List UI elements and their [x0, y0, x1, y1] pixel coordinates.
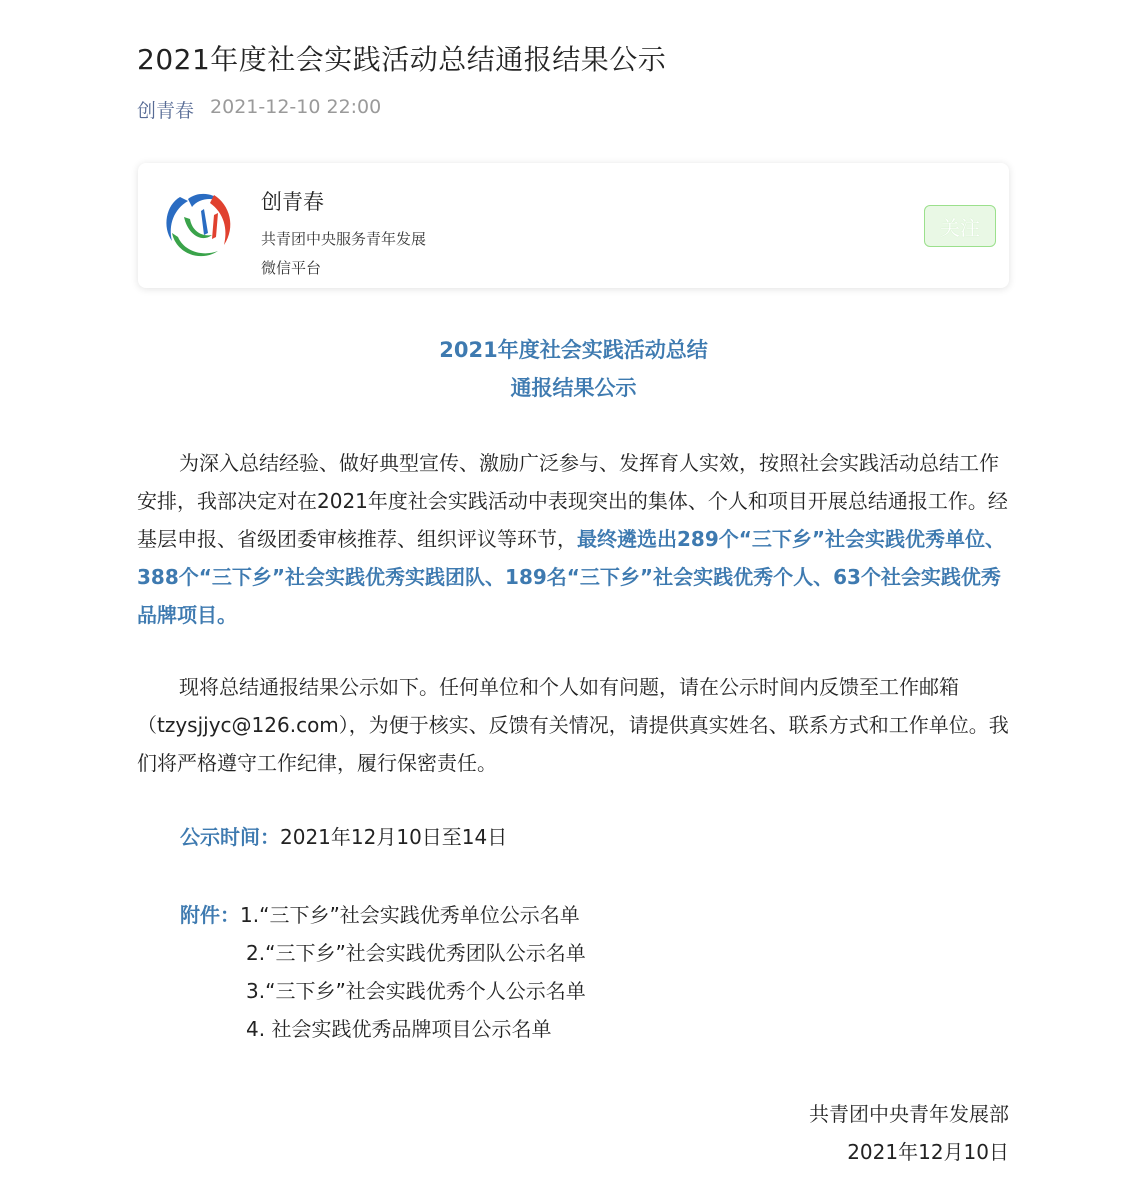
article-meta — [137, 96, 381, 123]
notice-value: 2021年12月10日至14日 — [280, 825, 508, 849]
account-description-line1: 共青团中央服务青年发展 — [261, 230, 427, 248]
publish-time: 2021-12-10 22:00 — [210, 96, 382, 118]
notice-label: 公示时间： — [180, 825, 280, 849]
signature-org: 共青团中央青年发展部 — [809, 1102, 1009, 1126]
attachment-item: 3.“三下乡”社会实践优秀个人公示名单 — [246, 979, 586, 1003]
follow-button[interactable]: 关注 — [924, 205, 996, 247]
article-title: 2021年度社会实践活动总结通报结果公示 — [137, 43, 667, 76]
paragraph-intro-highlight: 最终遴选出289个“三下乡”社会实践优秀单位、388个“三下乡”社会实践优秀实践团队、189名“三下乡”社会实践优秀个人、63个社会实践优秀品牌项目。 — [137, 527, 1006, 627]
signature-date: 2021年12月10日 — [847, 1140, 1009, 1164]
content-heading-line1: 2021年度社会实践活动总结 — [439, 338, 708, 362]
paragraph-feedback: 现将总结通报结果公示如下。任何单位和个人如有问题，请在公示时间内反馈至工作邮箱（tzysjjyc@126.com），为便于核实、反馈有关情况，请提供真实姓名、联系方式和工作单位。我们将严格遵守工作纪律，履行保密责任。 — [137, 675, 1009, 775]
attachments — [180, 896, 586, 1048]
attachment-item: 1.“三下乡”社会实践优秀单位公示名单 — [240, 903, 580, 927]
paragraph-intro — [137, 444, 1009, 634]
account-card[interactable] — [138, 163, 1009, 288]
attachment-item: 4. 社会实践优秀品牌项目公示名单 — [246, 1017, 552, 1041]
content-heading-line2: 通报结果公示 — [510, 376, 637, 400]
notice-period — [180, 822, 507, 852]
paragraph-intro-text: 为深入总结经验、做好典型宣传、激励广泛参与、发挥育人实效，按照社会实践活动总结工作安排，我部决定对在2021年度社会实践活动中表现突出的集体、个人和项目开展总结通报工作。经基层申报、省级团委审核推荐、组织评议等环节， — [137, 451, 1008, 551]
account-name: 创青春 — [261, 190, 324, 214]
attachment-row-1 — [180, 896, 586, 934]
account-logo — [158, 183, 238, 263]
account-description — [261, 225, 426, 283]
author-link[interactable]: 创青春 — [137, 100, 195, 122]
attachments-label: 附件： — [180, 903, 240, 927]
account-description-line2: 微信平台 — [261, 259, 322, 277]
attachment-item: 2.“三下乡”社会实践优秀团队公示名单 — [246, 941, 586, 965]
